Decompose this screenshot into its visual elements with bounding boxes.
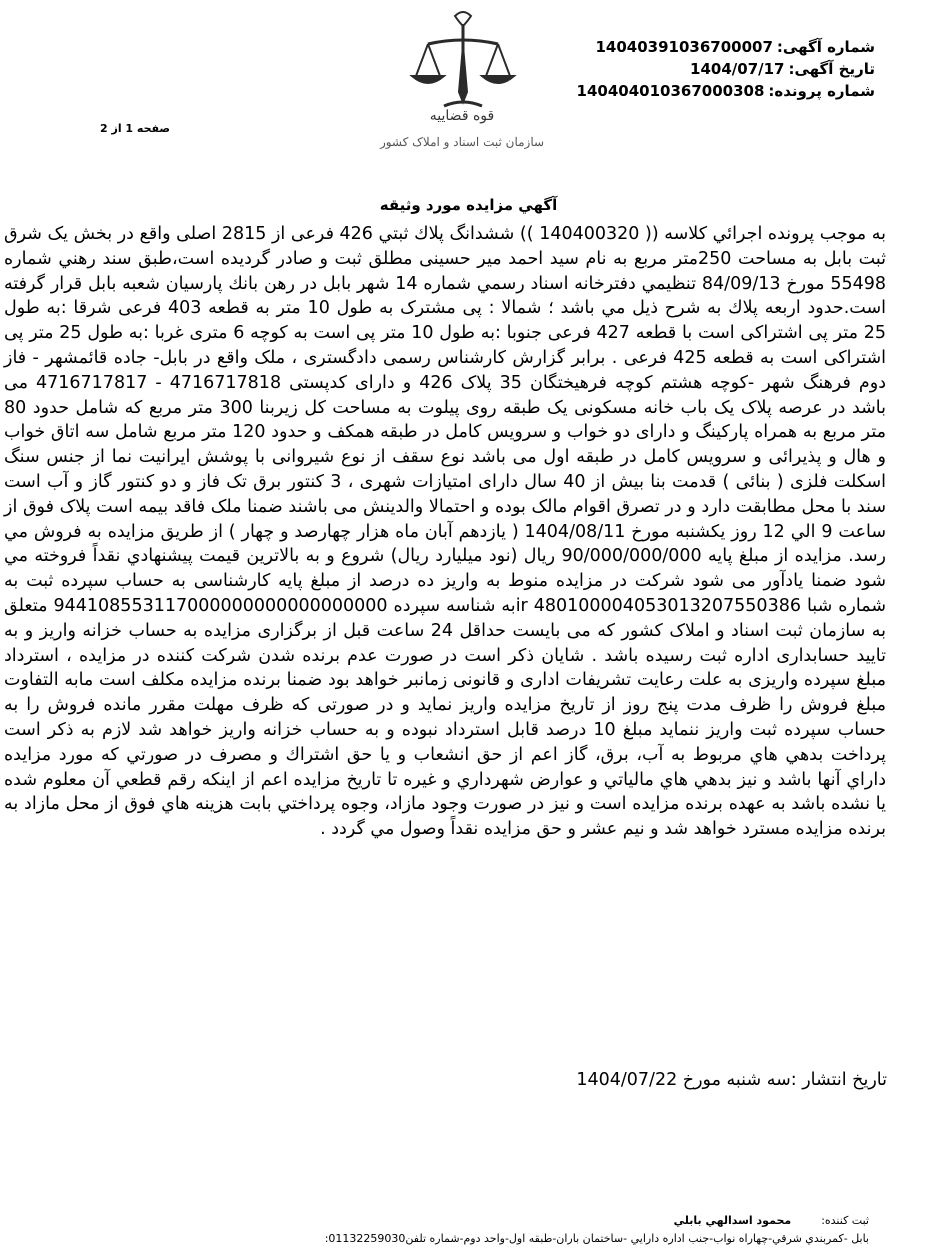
file-number: 140404010367000308	[576, 82, 765, 100]
ad-date: 1404/07/17	[690, 60, 785, 78]
logo-caption: سازمان ثبت اسناد و املاک کشور	[379, 135, 545, 149]
office-address: بابل -کمربندي شرقي-چهاراه نواب-جنب اداره دارايي -ساختمان باران-طبقه اول-واحد دوم-شماره تلفن01132259030:	[324, 1232, 869, 1245]
scales-of-justice-icon	[378, 6, 548, 116]
document-body	[4, 222, 886, 842]
file-number-label: شماره پرونده:	[768, 82, 875, 100]
ad-number-row	[555, 36, 875, 58]
document-title: آگهي مزايده مورد وثيقه	[379, 196, 558, 214]
publication-date: تاريخ انتشار :سه شنبه مورخ 1404/07/22	[576, 1070, 887, 1090]
body-paragraph: به موجب پرونده اجرائي كلاسه (( 140400320 )) ششدانگ پلاك ثبتي 426 فرعی از 2815 اصلی واقع در بخش یک شرق ثبت بابل به مساحت 250متر مربع به نام سید احمد میر حسینی مطلق ثبت و صادر گردیده است،طبق سند رهني شماره 55498 مورخ 84/09/13 تنظيمي دفترخانه اسناد رسمي شماره 14 شهر بابل در رهن بانك پارسيان شعبه بابل قرار گرفته است.حدود اربعه پلاك به شرح ذيل مي باشد ؛ شمالا : پی مشترک به طول 10 متر به قطعه 403 فرعی شرقا :به طول 25 متر پی اشتراکی است با قطعه 427 فرعی جنوبا :به طول 10 متر پی است به کوچه 6 متری غربا :به طول 25 متر پی اشتراکی است به قطعه 425 فرعی . برابر گزارش کارشناس رسمی دادگستری ، ملک واقع در بابل- جاده قائمشهر - فاز دوم فرهنگ شهر -کوچه هشتم کوچه فرهیختگان 35 پلاک 426 و دارای کدپستی 4716717818 - 4716717817 می باشد در عرصه پلاک یک باب خانه مسکونی یک طبقه روی پیلوت به مساحت کل زیربنا 300 متر مربع که شامل حدود 80 متر مربع به همراه پارکینگ و دارای دو خواب و سرویس کامل در طبقه همکف و حدود 120 متر مربع شامل سه اتاق خواب و هال و پذیرائی و سرویس کامل در طبقه اول می باشد نوع سقف از نوع شیروانی با پوشش ایرانیت نما از جنس سنگ اسکلت فلزی ( بنائی ) قدمت بنا بیش از 40 سال دارای امتیازات شهری ، 3 کنتور برق تک فاز و دو کنتور گاز و آب است سند با محل مطابقت دارد و در تصرق اقوام مالک بوده و احتمالا والدینش می باشند ضمنا ملک فاقد بیمه است پلاک فوق از ساعت 9 الي 12 روز يكشنبه مورخ 1404/08/11 ( يازدهم آبان ماه هزار چهارصد و چهار ) از طريق مزايده به فروش مي رسد. مزايده از مبلغ پايه 90/000/000/000 ريال (نود ميليارد ريال) شروع و به بالاترين قيمت پيشنهادي نقداً فروخته مي شود ضمنا يادآور می شود شرکت در مزايده منوط به واريز ده درصد از مبلغ پايه كارشناسى به حساب سپرده ثبت به شماره شبا ir 480100004053013207550386به شناسه سپرده 944108553117000000000000000000 متعلق به سازمان ثبت اسناد و املاک کشور که می بایست حداقل 24 ساعت قبل از برگزاری مزایده به حساب خزانه واریز و به تایید حسابداری اداره ثبت رسیده باشد . شایان ذکر است در صورت عدم برنده شدن شرکت کننده در مزایده ، استرداد مبلغ سپرده واریزی به علت رعایت تشریفات اداری و قانونی زمانبر خواهد بود ضمنا برنده مزایده مکلف است مابه التفاوت مبلغ فروش را ظرف مدت پنج روز از تاریخ مزایده واریز نماید و در صورتی که ظرف مهلت مقرر مانده فروش را به حساب سپرده ثبت واریز ننماید مبلغ 10 درصد قابل استرداد نبوده و به حساب خزانه واریز خواهد شد لازم به ذکر است پرداخت بدهي هاي مربوط به آب، برق، گاز اعم از حق انشعاب و يا حق اشتراك و مصرف در صورتي كه مورد مزايده داراي آنها باشد و نيز بدهي هاي مالياتي و عوارض شهرداري و غيره تا تاريخ مزايده اعم از اينكه رقم قطعي آن معلوم شده يا نشده باشد به عهده برنده مزايده است و نيز در صورت وجود مازاد، وجوه پرداختي بابت هزينه هاي فوق از محل مازاد به برنده مزايده مسترد خواهد شد و نيم عشر و حق مزايده نقداً وصول مي گردد .	[4, 224, 887, 840]
ad-number: 14040391036700007	[595, 38, 773, 56]
page-number: صفحه 1 از 2	[100, 122, 171, 135]
footer	[169, 1212, 869, 1248]
logo-text: قوه قضاییه	[429, 108, 495, 124]
ad-number-label: شماره آگهی:	[776, 38, 875, 56]
ad-date-row	[555, 58, 875, 80]
registrar-label: ثبت کننده:	[821, 1214, 869, 1227]
ad-meta	[555, 36, 875, 102]
emblem-caption	[372, 104, 552, 156]
registrar-row	[169, 1212, 869, 1230]
calligraphy-logo-text	[372, 104, 552, 156]
registrar-name: محمود اسدالهي بابلي	[673, 1214, 792, 1227]
file-number-row	[555, 80, 875, 102]
ad-date-label: تاریخ آگهی:	[788, 60, 875, 78]
